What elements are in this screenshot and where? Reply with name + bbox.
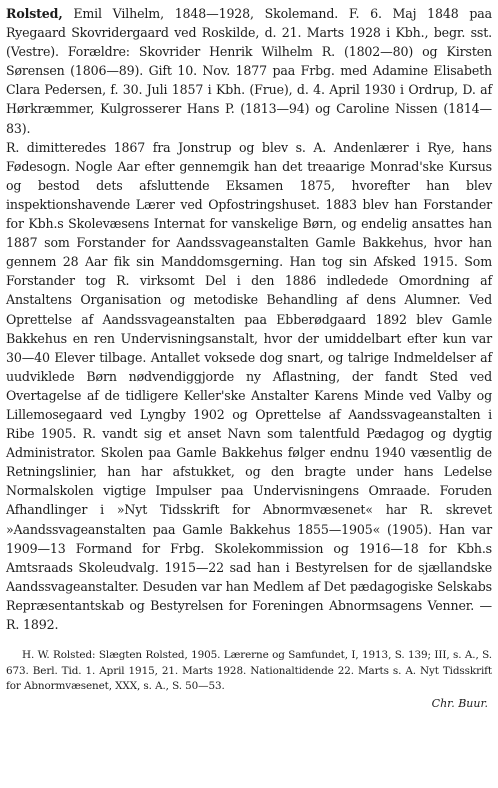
author-signature: Chr. Buur. <box>431 696 488 710</box>
entry-header-text: Emil Vilhelm, 1848—1928, Skolemand. F. 6. Maj 1848 paa Ryegaard Skovridergaard ved Roskilde, d. 21. Marts 1928 i Kbh., begr. sst. (Vestre). Forældre: Skovrider Henrik Wilhelm R. (1802—80) og Kirsten Sørensen (1806—89). Gift 10. Nov. 1877 paa Frbg. med Adamine Elisabeth Clara Pedersen, f. 30. Juli 1857 i Kbh. (Frue), d. 4. April 1930 i Ordrup, D. af Hørkræmmer, Kulgrosserer Hans P. (1813—94) og Caroline Nissen (1814—83). <box>6 6 492 136</box>
entry-sources: H. W. Rolsted: Slægten Rolsted, 1905. Lærerne og Samfundet, I, 1913, S. 139; III, s. A., S. 673. Berl. Tid. 1. April 1915, 21. Marts 1928. Nationaltidende 22. Marts s. A. Nyt Tidsskrift for Abnormvæsenet, XXX, s. A., S. 50—53. <box>6 649 492 693</box>
entry-header <box>6 4 492 138</box>
entry-body: R. dimitteredes 1867 fra Jonstrup og blev s. A. Andenlærer i Rye, hans Fødesogn. Nogle Aar efter gennemgik han det treaarige Monrad'ske Kursus og bestod dets afsluttende Eksamen 1875, hvorefter han blev inspektionshavende Lærer ved Opfostringshuset. 1883 blev han Forstander for Kbh.s Skolevæsens Internat for vanskelige Børn, og endelig ansattes han 1887 som Forstander for Aandssvageanstalten Gamle Bakkehus, hvor han gennem 28 Aar fik sin Manddomsgerning. Han tog sin Afsked 1915. Som Forstander tog R. virksomt Del i den 1886 indledede Omordning af Anstaltens Organisation og metodiske Behandling af dens Alumner. Ved Oprettelse af Aandssvageanstalten paa Ebberødgaard 1892 blev Gamle Bakkehus en ren Undervisningsanstalt, hvor der umiddelbart efter kun var 30—40 Elever tilbage. Antallet voksede dog snart, og talrige Indmeldelser af uudviklede Børn nødvendiggjorde ny Aflastning, der fandt Sted ved Overtagelse af de tidligere Keller'ske Anstalter Karens Minde ved Valby og Lillemosegaard ved Lyngby 1902 og Oprettelse af Aandssvageanstalten i Ribe 1905. R. vandt sig et anset Navn som talentfuld Pædagog og dygtig Administrator. Skolen paa Gamle Bakkehus følger endnu 1940 væsentlig de Retningslinier, han har afstukket, og den bragte under hans Ledelse Normalskolen vigtige Impulser paa Undervisningens Omraade. Foruden Afhandlinger i »Nyt Tidsskrift for Abnormvæsenet« har R. skrevet »Aandssvageanstalten paa Gamle Bakkehus 1855—1905« (1905). Han var 1909—13 Formand for Frbg. Skolekommission og 1916—18 for Kbh.s Amtsraads Skoleudvalg. 1915—22 sad han i Bestyrelsen for de sjællandske Aandssvageanstalter. Desuden var han Medlem af Det pædagogiske Selskabs Repræsentantskab og Bestyrelsen for Foreningen Abnormsagens Venner. — R. 1892. <box>6 139 492 632</box>
entry-name: Rolsted, <box>6 6 63 21</box>
